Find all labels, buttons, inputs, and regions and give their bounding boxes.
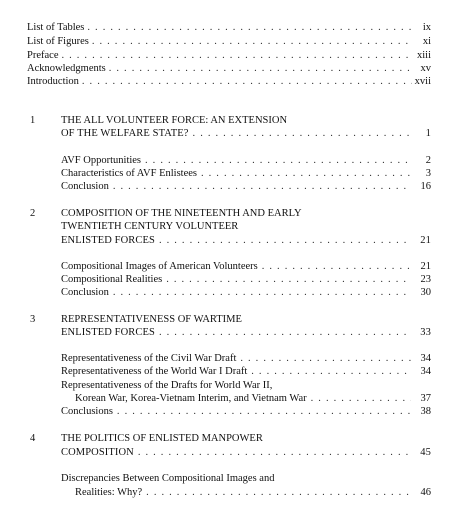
toc-section-entry[interactable] bbox=[75, 393, 431, 405]
toc-section-title: Conclusions bbox=[61, 406, 113, 417]
chapter-number: 3 bbox=[30, 314, 36, 325]
toc-section-title: AVF Opportunities bbox=[61, 155, 142, 166]
toc-entry-title: Preface bbox=[27, 50, 59, 61]
toc-entry-page: 1 bbox=[425, 128, 431, 139]
toc-entry-page: 34 bbox=[420, 366, 431, 377]
chapter-title-line[interactable]: THE ALL VOLUNTEER FORCE: AN EXTENSION bbox=[61, 115, 288, 126]
dot-leader bbox=[311, 393, 411, 405]
dot-leader bbox=[109, 63, 412, 75]
chapter-number: 2 bbox=[30, 208, 36, 219]
chapter-title-line[interactable]: THE POLITICS OF ENLISTED MANPOWER bbox=[61, 433, 263, 444]
toc-entry-page: 37 bbox=[420, 393, 431, 404]
chapter-title-entry[interactable] bbox=[61, 447, 431, 459]
toc-entry-page: 16 bbox=[420, 181, 431, 192]
dot-leader bbox=[240, 353, 411, 365]
toc-entry-page: 30 bbox=[420, 287, 431, 298]
toc-entry-page: 46 bbox=[420, 487, 431, 498]
toc-section-title: Compositional Realities bbox=[61, 274, 163, 285]
toc-entry-page: xv bbox=[420, 63, 431, 74]
toc-section-title: Conclusion bbox=[61, 181, 109, 192]
chapter-title-line[interactable]: COMPOSITION OF THE NINETEENTH AND EARLY bbox=[61, 208, 302, 219]
toc-entry-preface[interactable] bbox=[27, 50, 431, 62]
toc-section-title: Korean War, Korea-Vietnam Interim, and Vietnam War bbox=[75, 393, 307, 404]
dot-leader bbox=[145, 155, 411, 167]
dot-leader bbox=[82, 76, 412, 88]
toc-entry-page: 2 bbox=[425, 155, 431, 166]
toc-entry-page: 23 bbox=[420, 274, 431, 285]
toc-entry-title: List of Figures bbox=[27, 36, 89, 47]
chapter-number: 1 bbox=[30, 115, 36, 126]
chapter-title-line: ENLISTED FORCES bbox=[61, 327, 155, 338]
toc-entry-page: 3 bbox=[425, 168, 431, 179]
toc-section-title: Realities: Why? bbox=[75, 487, 143, 498]
toc-section-entry[interactable] bbox=[61, 155, 431, 167]
toc-section-title: Characteristics of AVF Enlistees bbox=[61, 168, 197, 179]
toc-entry-title: List of Tables bbox=[27, 22, 85, 33]
dot-leader bbox=[166, 274, 411, 286]
toc-section-entry[interactable] bbox=[61, 406, 431, 418]
chapter-title-entry[interactable] bbox=[61, 327, 431, 339]
dot-leader bbox=[146, 487, 411, 499]
toc-entry-title: Introduction bbox=[27, 76, 79, 87]
chapter-title-line: COMPOSITION bbox=[61, 447, 134, 458]
toc-entry-introduction[interactable] bbox=[27, 76, 431, 88]
dot-leader bbox=[92, 36, 412, 48]
dot-leader bbox=[113, 181, 411, 193]
toc-section-title-line[interactable]: Representativeness of the Drafts for World War II, bbox=[61, 380, 273, 391]
toc-section-entry[interactable] bbox=[61, 181, 431, 193]
toc-entry-page: 21 bbox=[420, 261, 431, 272]
toc-entry-page: xiii bbox=[416, 50, 431, 61]
dot-leader bbox=[159, 327, 411, 339]
toc-section-entry[interactable] bbox=[61, 261, 431, 273]
toc-entry-page: ix bbox=[422, 22, 431, 33]
toc-section-entry[interactable] bbox=[61, 274, 431, 286]
dot-leader bbox=[262, 261, 411, 273]
dot-leader bbox=[138, 447, 411, 459]
toc-entry-list-of-figures[interactable] bbox=[27, 36, 431, 48]
chapter-title-line[interactable]: TWENTIETH CENTURY VOLUNTEER bbox=[61, 221, 239, 232]
chapter-number: 4 bbox=[30, 433, 36, 444]
toc-entry-list-of-tables[interactable] bbox=[27, 22, 431, 34]
toc-entry-page: 45 bbox=[420, 447, 431, 458]
toc-section-entry[interactable] bbox=[61, 287, 431, 299]
dot-leader bbox=[251, 366, 411, 378]
toc-entry-page: 38 bbox=[420, 406, 431, 417]
toc-section-entry[interactable] bbox=[61, 168, 431, 180]
toc-entry-page: xvii bbox=[414, 76, 431, 87]
toc-section-title-line[interactable]: Discrepancies Between Compositional Images and bbox=[61, 473, 275, 484]
dot-leader bbox=[87, 22, 412, 34]
chapter-title-line: ENLISTED FORCES bbox=[61, 235, 155, 246]
chapter-title-entry[interactable] bbox=[61, 235, 431, 247]
chapter-title-line[interactable]: REPRESENTATIVENESS OF WARTIME bbox=[61, 314, 242, 325]
toc-entry-acknowledgments[interactable] bbox=[27, 63, 431, 75]
toc-section-title: Representativeness of the Civil War Draft bbox=[61, 353, 237, 364]
toc-entry-page: 33 bbox=[420, 327, 431, 338]
toc-entry-page: 21 bbox=[420, 235, 431, 246]
dot-leader bbox=[159, 235, 411, 247]
toc-section-title: Compositional Images of American Volunteers bbox=[61, 261, 258, 272]
toc-entry-page: xi bbox=[422, 36, 431, 47]
chapter-title-entry[interactable] bbox=[61, 128, 431, 140]
toc-section-entry[interactable] bbox=[61, 353, 431, 365]
dot-leader bbox=[61, 50, 412, 62]
toc-entry-title: Acknowledgments bbox=[27, 63, 106, 74]
dot-leader bbox=[117, 406, 411, 418]
chapter-title-line: OF THE WELFARE STATE? bbox=[61, 128, 189, 139]
dot-leader bbox=[201, 168, 411, 180]
toc-section-entry[interactable] bbox=[75, 487, 431, 499]
dot-leader bbox=[113, 287, 411, 299]
toc-section-entry[interactable] bbox=[61, 366, 431, 378]
toc-entry-page: 34 bbox=[420, 353, 431, 364]
toc-section-title: Representativeness of the World War I Draft bbox=[61, 366, 248, 377]
dot-leader bbox=[193, 128, 411, 140]
toc-section-title: Conclusion bbox=[61, 287, 109, 298]
